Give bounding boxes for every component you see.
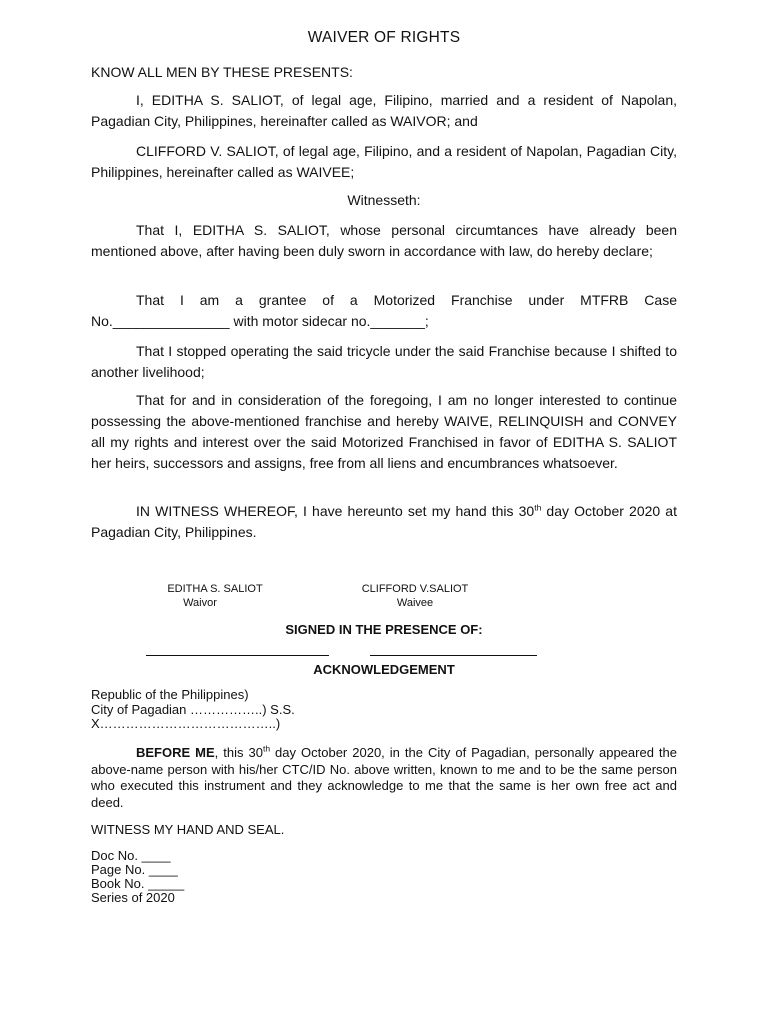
signatory-name: CLIFFORD V.SALIOT <box>361 583 469 595</box>
witness-whereof-ordinal: th <box>534 502 542 513</box>
party-waivor-paragraph: I, EDITHA S. SALIOT, of legal age, Filipino, married and a resident of Napolan, Pagadian City, Philippines, hereinafter called as WAIVOR; and <box>91 92 677 129</box>
before-me-text: , this 30 <box>214 745 263 760</box>
document-title: WAIVER OF RIGHTS <box>307 29 461 46</box>
docket-line: Page No. ____ <box>91 862 178 877</box>
witnesseth-heading: Witnesseth: <box>347 192 421 208</box>
signature-block-waivee <box>350 582 480 610</box>
before-me-ordinal: th <box>262 743 271 754</box>
intro-line: KNOW ALL MEN BY THESE PRESENTS: <box>91 64 353 80</box>
stopped-operating-paragraph: That I stopped operating the said tricycle under the said Franchise because I shifted to another livelihood; <box>91 343 677 380</box>
witness-whereof-text-end: day October 2020 at Pagadian City, Philippines. <box>91 503 677 540</box>
signatory-role: Waivee <box>396 597 434 609</box>
docket-line: Doc No. ____ <box>91 848 171 863</box>
docket-line: Series of 2020 <box>91 890 175 905</box>
before-me-paragraph <box>91 745 677 811</box>
venue-block <box>91 688 677 732</box>
venue-line: X…………………………………..) <box>91 716 281 731</box>
franchise-paragraph: That I am a grantee of a Motorized Franchise under MTFRB Case No._______________ with motor sidecar no._______; <box>91 292 677 329</box>
before-me-text-end: day October 2020, in the City of Pagadian, personally appeared the above-name person with his/her CTC/ID No. above written, known to me and to be the same person who executed this instrument and they acknowledge to me that the same is her own free act and deed. <box>91 745 677 810</box>
signatory-role: Waivor <box>183 597 217 609</box>
signed-presence-heading: SIGNED IN THE PRESENCE OF: <box>285 622 483 637</box>
witness-signature-line-2 <box>370 655 537 656</box>
docket-block <box>91 849 677 905</box>
witness-hand-seal: WITNESS MY HAND AND SEAL. <box>91 822 285 837</box>
venue-line: Republic of the Philippines) <box>91 687 249 702</box>
before-me-bold: BEFORE ME <box>136 745 215 760</box>
venue-line: City of Pagadian ……………..) S.S. <box>91 701 295 717</box>
witness-whereof-text: IN WITNESS WHEREOF, I have hereunto set my hand this 30 <box>136 503 535 519</box>
witness-signature-line-1 <box>146 655 329 656</box>
signatory-name: EDITHA S. SALIOT <box>167 583 263 595</box>
acknowledgement-heading: ACKNOWLEDGEMENT <box>313 662 455 677</box>
declaration-paragraph: That I, EDITHA S. SALIOT, whose personal circumtances have already been mentioned above, after having been duly sworn in accordance with law, do hereby declare; <box>91 222 677 259</box>
docket-line: Book No. _____ <box>91 876 185 891</box>
witness-whereof-paragraph <box>91 501 677 543</box>
party-waivee-paragraph: CLIFFORD V. SALIOT, of legal age, Filipino, and a resident of Napolan, Pagadian City, Philippines, hereinafter called as WAIVEE; <box>91 143 677 180</box>
signature-block-waivor <box>150 582 280 610</box>
waiver-paragraph: That for and in consideration of the foregoing, I am no longer interested to continue possessing the above-mentioned franchise and hereby WAIVE, RELINQUISH and CONVEY all my rights and interest over the said Motorized Franchised in favor of EDITHA S. SALIOT her heirs, successors and assigns, free from all liens and encumbrances whatsoever. <box>91 392 677 471</box>
